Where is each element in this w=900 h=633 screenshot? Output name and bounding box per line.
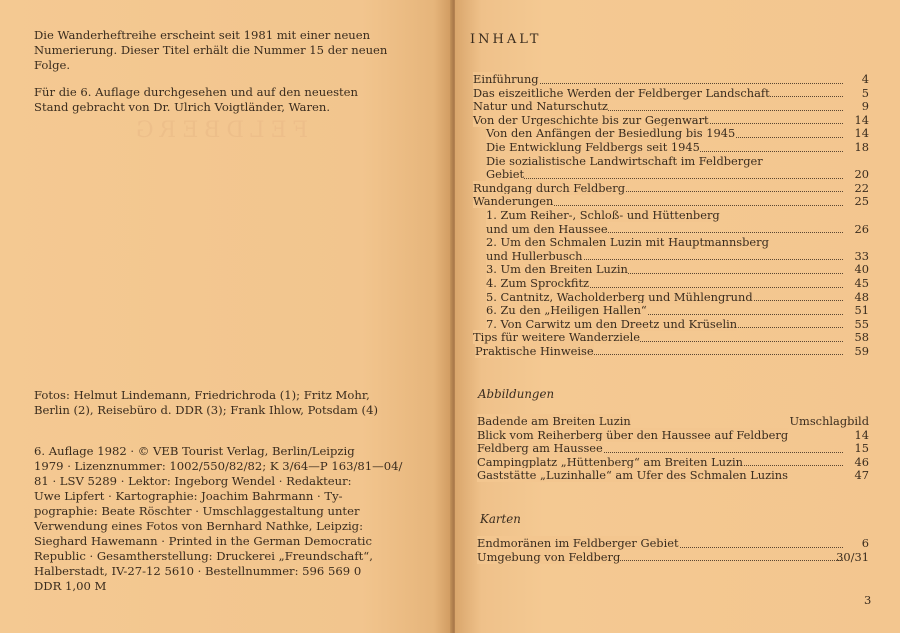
toc-entry [473,304,869,318]
text-line: Stand gebracht von Dr. Ulrich Voigtländer, Waren. [34,100,331,114]
toc-entry [477,415,869,429]
toc-entry [477,429,869,443]
toc-heading: INHALT [470,32,542,47]
entry-page-number: 59 [854,343,869,358]
maps-list [477,537,869,564]
entry-page-number: 33 [854,248,869,263]
text-line: Halberstadt, IV-27-12 5610 · Bestellnummer: 596 569 0 [34,564,362,578]
entry-page-number: 20 [854,167,869,182]
photo-credits [34,388,424,418]
text-line: 81 · LSV 5289 · Lektor: Ingeborg Wendel · Redakteur: [34,474,352,488]
entry-page-number: 30/31 [836,549,869,564]
entry-title: Das eiszeitliche Werden der Feldberger Landschaft [473,85,770,100]
table-of-contents [473,73,869,358]
entry-title: 1. Zum Reiher-, Schloß- und Hüttenberg [486,207,720,222]
entry-page-number: 14 [854,427,869,442]
text-line: Republic · Gesamtherstellung: Druckerei „Freundschaft“, [34,549,373,563]
entry-page-number: 25 [854,194,869,209]
entry-page-number: 48 [854,289,869,304]
entry-page-number: 51 [854,303,869,318]
imprint [34,444,424,594]
toc-entry [473,250,869,264]
entry-title: Praktische Hinweise [475,343,594,358]
entry-page-number: 26 [854,221,869,236]
entry-title: Umgebung von Feldberg [477,549,621,564]
text-line: Fotos: Helmut Lindemann, Friedrichroda (1); Fritz Mohr, [34,388,370,402]
entry-title: Blick vom Reiherberg über den Haussee auf Feldberg [477,427,789,442]
entry-page-number: 22 [854,180,869,195]
entry-title: Rundgang durch Feldberg [473,180,626,195]
text-line: DDR 1,00 M [34,579,107,593]
entry-page-number: 18 [854,139,869,154]
text-line: Numerierung. Dieser Titel erhält die Nummer 15 der neuen [34,43,388,57]
page-number: 3 [864,593,872,607]
entry-title: 6. Zu den „Heiligen Hallen“ [486,303,647,318]
entry-page-number: 40 [854,262,869,277]
entry-title: Von den Anfängen der Besiedlung bis 1945 [486,126,736,141]
series-note [34,28,424,73]
entry-page-number: 58 [854,330,869,345]
text-line: Sieghard Hawemann · Printed in the German Democratic [34,534,373,548]
toc-entry [473,318,869,332]
toc-entry [473,263,869,277]
illustrations-list [477,415,869,483]
toc-entry [473,155,869,169]
entry-title: Wanderungen [473,194,554,209]
entry-title: 5. Cantnitz, Wacholderberg und Mühlengrund [486,289,753,304]
toc-entry [477,551,869,565]
toc-entry [477,442,869,456]
entry-title: Die Entwicklung Feldbergs seit 1945 [486,139,700,154]
toc-entry [473,182,869,196]
entry-title: 3. Um den Breiten Luzin [486,262,628,277]
toc-entry [473,223,869,237]
toc-entry [473,168,869,182]
show-through-text: FELDBERG [130,118,308,143]
entry-page-number: 14 [854,112,869,127]
toc-entry [473,236,869,250]
entry-page-number: 15 [854,441,869,456]
illustrations-heading: Abbildungen [478,387,555,401]
entry-title: Gaststätte „Luzinhalle“ am Ufer des Schmalen Luzins [477,468,788,483]
entry-page-number: 6 [861,536,869,550]
entry-page-number: 9 [861,99,869,114]
toc-entry [473,87,869,101]
text-line: 6. Auflage 1982 · © VEB Tourist Verlag, Berlin/Leipzig [34,444,355,458]
entry-title: Badende am Breiten Luzin [477,414,631,428]
entry-title: Von der Urgeschichte bis zur Gegenwart [473,112,709,127]
entry-title: Tips für weitere Wanderziele [473,330,640,345]
revision-note [34,85,424,115]
text-line: 1979 · Lizenznummer: 1002/550/82/82; K 3/64—P 163/81—04/ [34,459,403,473]
text-line: Verwendung eines Fotos von Bernhard Nathke, Leipzig: [34,519,363,533]
entry-page-number: 45 [854,275,869,290]
toc-entry [477,537,869,551]
text-line: Folge. [34,58,71,72]
entry-title: 7. Von Carwitz um den Dreetz und Krüselin [486,316,738,331]
entry-page-number: 47 [854,468,869,483]
entry-title: Campingplatz „Hüttenberg“ am Breiten Luzin [477,454,743,469]
toc-entry [473,127,869,141]
toc-entry [477,456,869,470]
entry-title: Gebiet [486,167,525,182]
text-line: Für die 6. Auflage durchgesehen und auf den neuesten [34,85,359,99]
toc-entry [473,291,869,305]
entry-title: Feldberg am Haussee [477,441,603,456]
entry-title: Natur und Naturschutz [473,99,608,114]
toc-entry [473,277,869,291]
entry-title: 4. Zum Sprockfitz [486,275,590,290]
maps-heading: Karten [480,512,521,526]
entry-title: Endmoränen im Feldberger Gebiet [477,536,679,550]
entry-page-number: 4 [861,72,869,86]
entry-title: Die sozialistische Landwirtschaft im Feldberger [486,153,763,168]
toc-entry [477,469,869,483]
entry-page-number: 14 [854,126,869,141]
entry-title: Einführung [473,72,539,86]
entry-title: und um den Haussee [486,221,608,236]
entry-title: 2. Um den Schmalen Luzin mit Hauptmannsberg [486,235,769,250]
toc-entry [473,345,869,359]
dot-leader [486,178,843,179]
toc-entry [473,114,869,128]
toc-entry [473,195,869,209]
entry-page-number: 55 [854,316,869,331]
text-line: Uwe Lipfert · Kartographie: Joachim Bahrmann · Ty- [34,489,343,503]
text-line: Die Wanderheftreihe erscheint seit 1981 mit einer neuen [34,28,371,42]
toc-entry [473,331,869,345]
toc-entry [473,73,869,87]
toc-entry [473,100,869,114]
entry-page-number: Umschlagbild [789,414,869,428]
entry-page-number: 5 [861,85,869,100]
text-line: Berlin (2), Reisebüro d. DDR (3); Frank Ihlow, Potsdam (4) [34,403,378,417]
text-line: pographie: Beate Röschter · Umschlaggestaltung unter [34,504,360,518]
toc-entry [473,209,869,223]
entry-page-number: 46 [854,454,869,469]
entry-title: und Hullerbusch [486,248,583,263]
toc-entry [473,141,869,155]
